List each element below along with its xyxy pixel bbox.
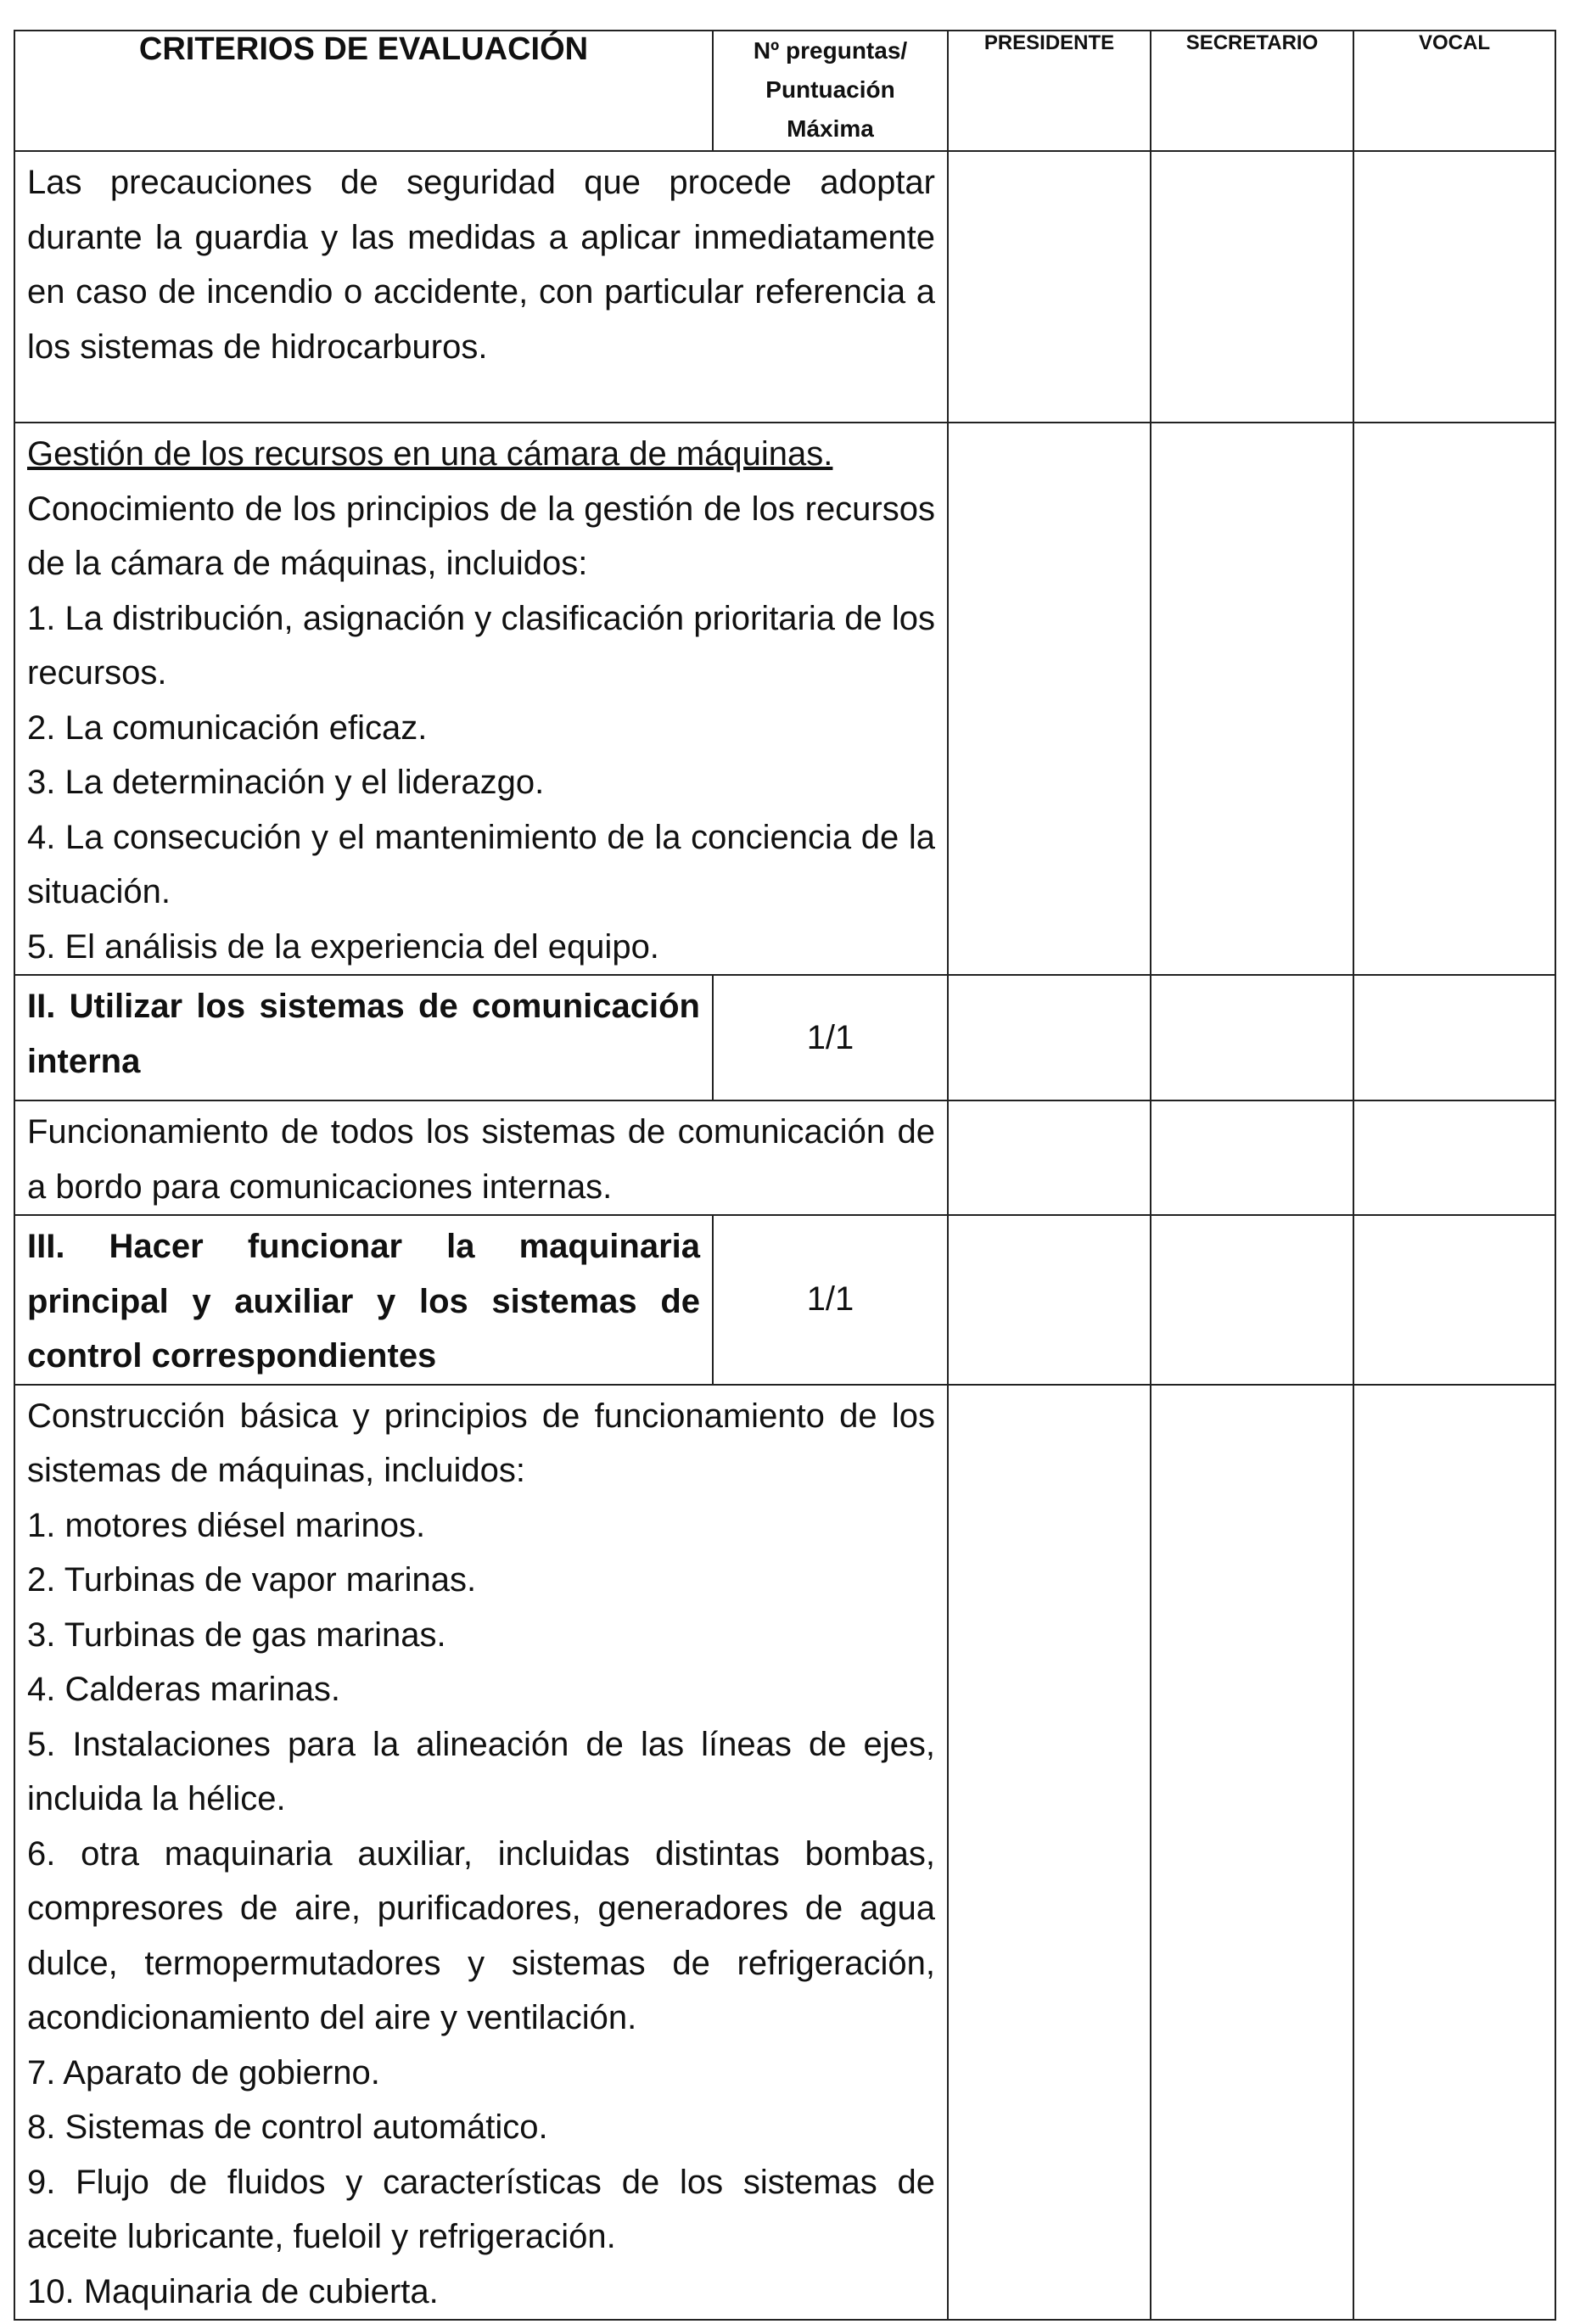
- section-row: [14, 975, 1555, 1100]
- section-title-machinery: III. Hacer funcionar la maquinaria principal y auxiliar y los sistemas de control correspondientes: [14, 1215, 713, 1385]
- score-cell-secretario: [1151, 1385, 1353, 2321]
- header-num-line2: Puntuación: [765, 76, 895, 103]
- table-row: [14, 151, 1555, 423]
- header-secretario: SECRETARIO: [1151, 31, 1353, 151]
- score-cell-secretario: [1151, 1215, 1353, 1385]
- header-num-line3: Máxima: [787, 115, 874, 142]
- score-cell-presidente: [948, 1100, 1151, 1215]
- score-cell-vocal: [1353, 423, 1555, 975]
- score-cell-vocal: [1353, 975, 1555, 1100]
- header-presidente: PRESIDENTE: [948, 31, 1151, 151]
- list-item: 8. Sistemas de control automático.: [27, 2108, 548, 2146]
- score-cell-secretario: [1151, 151, 1353, 423]
- list-item: 5. El análisis de la experiencia del equipo.: [27, 927, 659, 966]
- criteria-paragraph: Las precauciones de seguridad que procede adoptar durante la guardia y las medidas a aplicar inmediatamente en caso de incendio o accidente, con particular referencia a los sistemas de hidrocarburos.: [27, 164, 935, 366]
- score-cell-vocal: [1353, 1215, 1555, 1385]
- section-score: 1/1: [713, 975, 948, 1100]
- criteria-intro: Conocimiento de los principios de la gestión de los recursos de la cámara de máquinas, incluidos:: [27, 490, 935, 582]
- header-num-questions: [713, 31, 948, 151]
- list-item: 7. Aparato de gobierno.: [27, 2053, 380, 2092]
- table-row: [14, 1100, 1555, 1215]
- section-row: [14, 1215, 1555, 1385]
- table-row: [14, 1385, 1555, 2321]
- header-criteria: CRITERIOS DE EVALUACIÓN: [14, 31, 713, 151]
- criteria-paragraph: Funcionamiento de todos los sistemas de comunicación de a bordo para comunicaciones internas.: [27, 1113, 935, 1206]
- score-cell-presidente: [948, 1385, 1151, 2321]
- table-header-row: [14, 31, 1555, 151]
- list-item: 9. Flujo de fluidos y características de los sistemas de aceite lubricante, fueloil y refrigeración.: [27, 2163, 935, 2255]
- score-cell-vocal: [1353, 1385, 1555, 2321]
- header-num-line1: Nº preguntas/: [753, 37, 908, 64]
- section-score: 1/1: [713, 1215, 948, 1385]
- score-cell-presidente: [948, 423, 1151, 975]
- header-vocal: VOCAL: [1353, 31, 1555, 151]
- list-item: 4. La consecución y el mantenimiento de la conciencia de la situación.: [27, 818, 935, 910]
- score-cell-secretario: [1151, 423, 1353, 975]
- score-cell-secretario: [1151, 1100, 1353, 1215]
- criteria-text-resources: [14, 423, 948, 975]
- evaluation-criteria-table: [14, 30, 1556, 2321]
- table-row: [14, 423, 1555, 975]
- list-item: 10. Maquinaria de cubierta.: [27, 2272, 439, 2310]
- score-cell-secretario: [1151, 975, 1353, 1100]
- criteria-text-safety: [14, 151, 948, 423]
- criteria-subtitle: Gestión de los recursos en una cámara de máquinas.: [27, 435, 833, 473]
- list-item: 6. otra maquinaria auxiliar, incluidas distintas bombas, compresores de aire, purificadores, generadores de agua dulce, termopermutadores y sistemas de refrigeración, acondicionamiento del aire y ventilación.: [27, 1834, 935, 2036]
- list-item: 1. La distribución, asignación y clasificación prioritaria de los recursos.: [27, 599, 935, 692]
- score-cell-presidente: [948, 1215, 1151, 1385]
- list-item: 1. motores diésel marinos.: [27, 1506, 426, 1544]
- list-item: 5. Instalaciones para la alineación de las líneas de ejes, incluida la hélice.: [27, 1725, 935, 1817]
- score-cell-presidente: [948, 975, 1151, 1100]
- score-cell-presidente: [948, 151, 1151, 423]
- criteria-text-communication: [14, 1100, 948, 1215]
- list-item: 2. La comunicación eficaz.: [27, 708, 428, 747]
- list-item: 3. La determinación y el liderazgo.: [27, 764, 545, 801]
- list-item: 3. Turbinas de gas marinas.: [27, 1616, 446, 1654]
- score-cell-vocal: [1353, 1100, 1555, 1215]
- criteria-intro: Construcción básica y principios de funcionamiento de los sistemas de máquinas, incluidos:: [27, 1397, 935, 1489]
- section-title-communication: II. Utilizar los sistemas de comunicación interna: [14, 975, 713, 1100]
- list-item: 4. Calderas marinas.: [27, 1671, 341, 1708]
- criteria-text-machinery: [14, 1385, 948, 2321]
- score-cell-vocal: [1353, 151, 1555, 423]
- list-item: 2. Turbinas de vapor marinas.: [27, 1561, 477, 1599]
